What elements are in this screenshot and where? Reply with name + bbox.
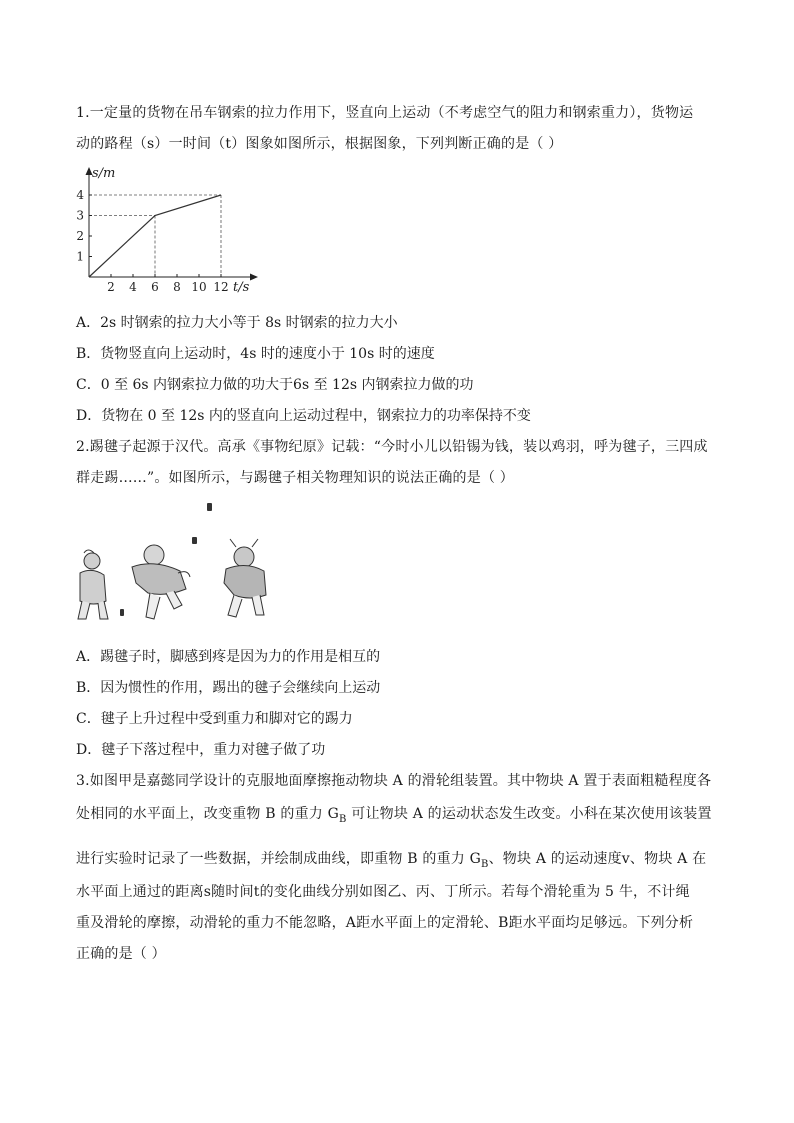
q3-stem-line3: 进行实验时记录了一些数据，并绘制成曲线，即重物 B 的重力 $G_B$、物块 A 的运动速度v、物块 A 在 <box>76 851 707 870</box>
child-figure-middle <box>132 545 190 619</box>
q3-stem-line6: 正确的是（ ） <box>76 946 166 962</box>
y-tick-label: 2 <box>76 229 84 243</box>
x-axis-label: t/s <box>233 280 250 295</box>
q3-stem-line1: 3.如图甲是嘉懿同学设计的克服地面摩擦拖动物块 A 的滑轮组装置。其中物块 A 置于表面粗糙程度各 <box>76 773 712 789</box>
q2-option-d: D．毽子下落过程中，重力对毽子做了功 <box>76 742 326 758</box>
x-tick-label: 12 <box>213 280 229 294</box>
y-tick-label: 3 <box>76 208 84 223</box>
q1-option-c: C．0 至 6s 内钢索拉力做的功大于6s 至 12s 内钢索拉力做的功 <box>76 377 474 393</box>
q1-option-d: D．货物在 0 至 12s 内的竖直向上运动过程中，钢索拉力的功率保持不变 <box>76 408 531 424</box>
q1-stem-line1: 1.一定量的货物在吊车钢索的拉力作用下，竖直向上运动（不考虑空气的阻力和钢索重力），货物运 <box>76 105 694 121</box>
q2-option-a: A．踢毽子时，脚感到疼是因为力的作用是相互的 <box>76 649 381 665</box>
q1-option-b: B．货物竖直向上运动时，4s 时的速度小于 10s 时的速度 <box>76 346 435 362</box>
x-tick-label: 4 <box>129 280 137 294</box>
q1-stem-line2: 动的路程（s）一时间（t）图象如图所示，根据图象，下列判断正确的是（ ） <box>76 136 563 152</box>
y-tick-label: 1 <box>76 249 84 264</box>
dashed-guides <box>89 195 221 277</box>
x-tick-label: 10 <box>191 280 207 294</box>
q3-stem-line2: 处相同的水平面上，改变重物 B 的重力 $G_B$ 可让物块 A 的运动状态发生改变。小科在某次使用该装置 <box>76 806 712 825</box>
y-axis-label: s/m <box>92 166 116 181</box>
axes <box>86 167 259 281</box>
q3-stem-line5: 重及滑轮的摩擦，动滑轮的重力不能忽略，A距水平面上的定滑轮、B距水平面均足够远。下列分析 <box>76 915 694 931</box>
child-figure-left <box>78 550 108 619</box>
shuttlecock-icon <box>120 503 212 616</box>
s-t-graph <box>70 163 260 295</box>
shuttlecock-kicking-illustration <box>70 497 310 627</box>
x-tick-label: 2 <box>107 280 115 294</box>
y-tick-label: 4 <box>76 188 84 202</box>
q2-option-b: B．因为惯性的作用，踢出的毽子会继续向上运动 <box>76 680 381 696</box>
x-axis-arrow <box>250 274 258 281</box>
q2-stem-line2: 群走踢……”。如图所示，与踢毽子相关物理知识的说法正确的是（ ） <box>76 470 515 486</box>
child-figure-right <box>224 539 266 617</box>
q2-option-c: C．毽子上升过程中受到重力和脚对它的踢力 <box>76 711 353 727</box>
q1-option-a: A．2s 时钢索的拉力大小等于 8s 时钢索的拉力大小 <box>76 315 398 331</box>
q2-stem-line1: 2.踢毽子起源于汉代。高承《事物纪原》记载：“今时小儿以铅锡为钱，装以鸡羽，呼为毽子，三四成 <box>76 439 708 455</box>
x-tick-label: 8 <box>173 280 181 294</box>
x-tick-label: 6 <box>151 280 159 294</box>
tick-labels <box>76 188 228 294</box>
q3-stem-line4: 水平面上通过的距离s随时间t的变化曲线分别如图乙、丙、丁所示。若每个滑轮重为 5 牛，不计绳 <box>76 884 690 900</box>
